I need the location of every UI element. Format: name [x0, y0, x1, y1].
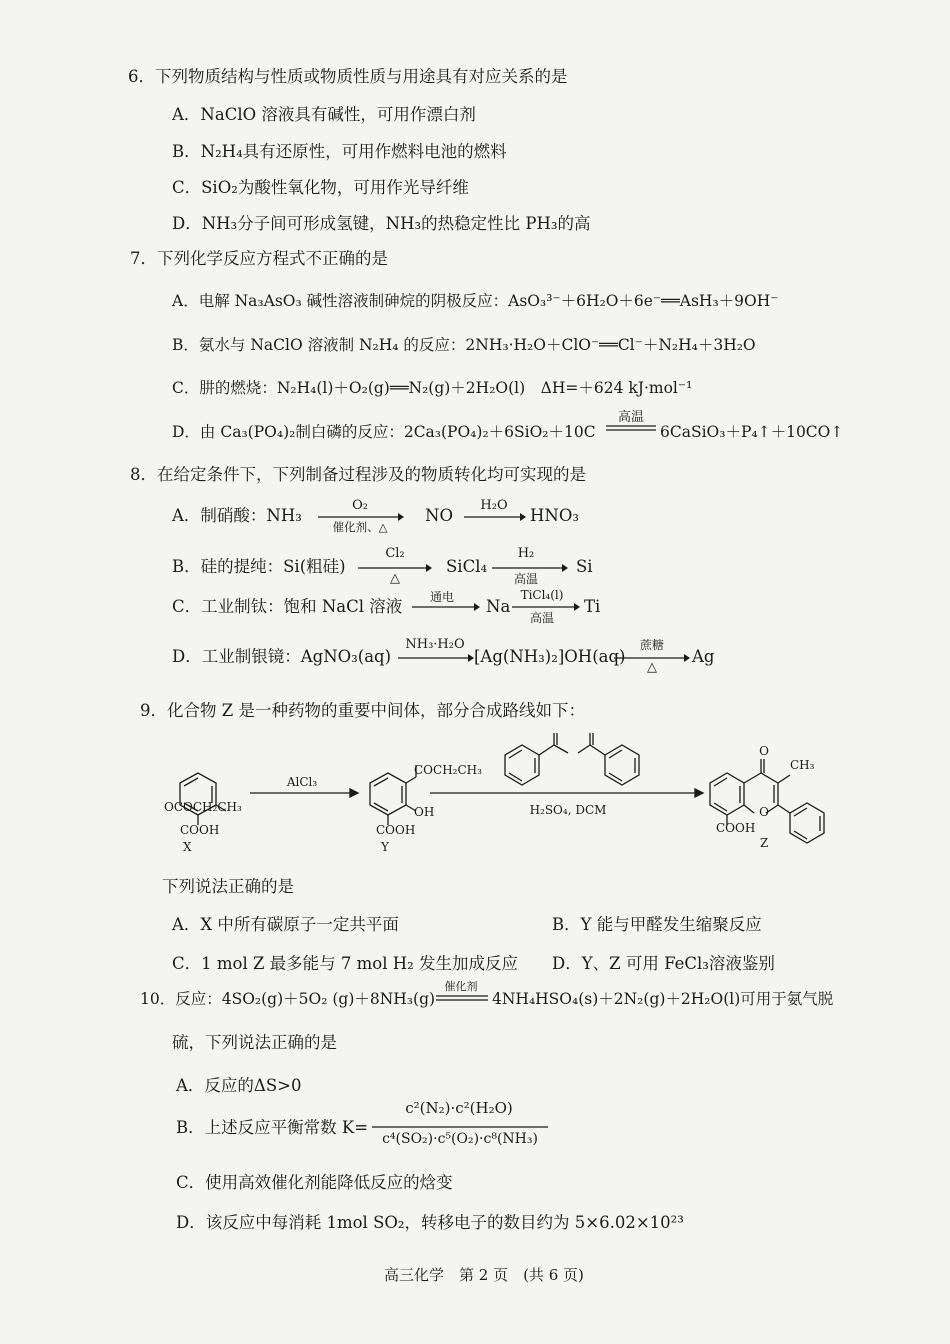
q8-b-arrow2-top: H₂ [517, 546, 535, 561]
q7-option-d-right: 6CaSiO₃＋P₄↑＋10CO↑ [660, 423, 844, 441]
q8-a-start: A．制硝酸：NH₃ [172, 506, 302, 525]
q10-stem-left: 10．反应：4SO₂(g)＋5O₂ (g)＋8NH₃(g) [140, 990, 436, 1008]
q7-option-b: B．氨水与 NaClO 溶液制 N₂H₄ 的反应：2NH₃·H₂O＋ClO⁻══Cl⁻＋N₂H₄＋3H₂O [172, 336, 756, 354]
q8-a-arrow1-top: O₂ [352, 498, 368, 513]
q8-d-arrow2-bottom: △ [647, 660, 657, 675]
q8-a-arrow2-top: H₂O [480, 498, 508, 513]
q8-d-arrow2-top: 蔗糖 [639, 638, 664, 652]
q8-d-mid: [Ag(NH₃)₂]OH(aq) [474, 647, 626, 666]
q10-stem-line2: 硫，下列说法正确的是 [172, 1033, 337, 1052]
q8-b-arrow2-bottom: 高温 [513, 572, 538, 586]
q8-d-arrow1 [398, 653, 474, 663]
z-label: Z [760, 836, 769, 850]
q7-d-condition: 高温 [617, 410, 644, 425]
reagent-h2so4-dcm: H₂SO₄, DCM [529, 803, 607, 817]
q8-c-mid: Na [486, 597, 511, 616]
q9-option-b: B．Y 能与甲醛发生缩聚反应 [552, 915, 762, 934]
q6-option-b: B．N₂H₄具有还原性，可用作燃料电池的燃料 [172, 142, 507, 161]
q10-condition: 催化剂 [444, 980, 478, 993]
q7-option-d-left: D．由 Ca₃(PO₄)₂制白磷的反应：2Ca₃(PO₄)₂＋6SiO₂＋10C [172, 423, 596, 441]
q10-b-denominator: c⁴(SO₂)·c⁵(O₂)·c⁸(NH₃) [382, 1131, 538, 1147]
y-substituent: COCH₂CH₃ [414, 763, 482, 777]
q10-b-fraction-bar [372, 1125, 548, 1129]
z-carbonyl-o: O [759, 744, 769, 758]
q10-equals-sign [436, 994, 488, 1004]
q6-option-c: C．SiO₂为酸性氧化物，可用作光导纤维 [172, 178, 469, 197]
q8-c-arrow2-bottom: 高温 [529, 611, 554, 625]
q10-option-c: C．使用高效催化剂能降低反应的焓变 [176, 1173, 453, 1192]
y-cooh: COOH [376, 823, 416, 837]
page-footer: 高三化学 第 2 页 (共 6 页) [384, 1266, 584, 1284]
x-cooh: COOH [180, 823, 220, 837]
q9-option-a: A．X 中所有碳原子一定共平面 [172, 915, 399, 934]
q7-d-equals-sign [606, 424, 656, 434]
z-cooh: COOH [716, 821, 756, 835]
y-label: Y [381, 840, 389, 854]
q8-b-start: B．硅的提纯：Si(粗硅) [172, 557, 346, 576]
q8-stem: 8．在给定条件下，下列制备过程涉及的物质转化均可实现的是 [130, 465, 586, 484]
q8-a-end: HNO₃ [530, 506, 579, 525]
z-ch3: CH₃ [790, 758, 815, 772]
z-ring-o: O [759, 805, 769, 819]
reagent-alcl3: AlCl₃ [286, 775, 318, 789]
q8-d-arrow1-top: NH₃·H₂O [405, 637, 465, 652]
q6-option-a: A．NaClO 溶液具有碱性，可用作漂白剂 [172, 105, 476, 124]
q8-c-end: Ti [584, 597, 601, 616]
q8-c-arrow2-top: TiCl₄(l) [520, 588, 564, 602]
q7-option-a: A．电解 Na₃AsO₃ 碱性溶液制砷烷的阴极反应：AsO₃³⁻＋6H₂O＋6e⁻══AsH₃＋9OH⁻ [172, 292, 779, 310]
q8-c-arrow1 [412, 602, 480, 612]
y-oh: OH [414, 805, 435, 819]
q8-c-arrow1-top: 通电 [429, 590, 454, 604]
q9-option-c: C．1 mol Z 最多能与 7 mol H₂ 发生加成反应 [172, 954, 519, 973]
x-benzene-ring [180, 773, 226, 825]
q8-b-arrow1-top: Cl₂ [385, 546, 405, 561]
q8-b-arrow1-bottom: △ [390, 571, 400, 586]
x-label: X [183, 840, 192, 854]
q10-b-numerator: c²(N₂)·c²(H₂O) [405, 1099, 513, 1117]
q8-c-start: C．工业制钛：饱和 NaCl 溶液 [172, 597, 403, 616]
q6-stem: 6．下列物质结构与性质或物质性质与用途具有对应关系的是 [128, 67, 568, 86]
q8-d-start: D．工业制银镜：AgNO₃(aq) [172, 647, 392, 666]
q7-stem: 7．下列化学反应方程式不正确的是 [130, 249, 388, 268]
benzoic-anhydride [505, 733, 639, 785]
q10-option-a: A．反应的ΔS>0 [176, 1076, 302, 1095]
y-benzene-ring [370, 765, 416, 825]
q9-stem: 9．化合物 Z 是一种药物的重要中间体，部分合成路线如下： [140, 701, 585, 720]
q8-a-arrow2 [464, 512, 526, 522]
q9-sub-stem: 下列说法正确的是 [162, 877, 294, 896]
x-substituent: OCOCH₂CH₃ [164, 800, 242, 814]
q8-d-end: Ag [692, 647, 715, 666]
q6-option-d: D．NH₃分子间可形成氢键，NH₃的热稳定性比 PH₃的高 [172, 214, 591, 233]
q10-option-d: D．该反应中每消耗 1mol SO₂，转移电子的数目约为 5×6.02×10²³ [176, 1213, 684, 1232]
q9-synthesis-scheme [150, 725, 850, 870]
q9-option-d: D．Y、Z 可用 FeCl₃溶液鉴别 [552, 954, 775, 973]
q10-stem-right: 4NH₄HSO₄(s)＋2N₂(g)＋2H₂O(l)可用于氨气脱 [492, 990, 834, 1008]
q8-a-mid: NO [425, 506, 453, 525]
q8-b-mid: SiCl₄ [446, 557, 488, 576]
q10-option-b: B．上述反应平衡常数 K= [176, 1118, 369, 1137]
q7-option-c: C．肼的燃烧：N₂H₄(l)＋O₂(g)══N₂(g)＋2H₂O(l) ΔH=＋624 kJ·mol⁻¹ [172, 379, 693, 397]
q8-a-arrow1-bottom: 催化剂、△ [332, 520, 388, 534]
q8-b-end: Si [576, 557, 593, 576]
